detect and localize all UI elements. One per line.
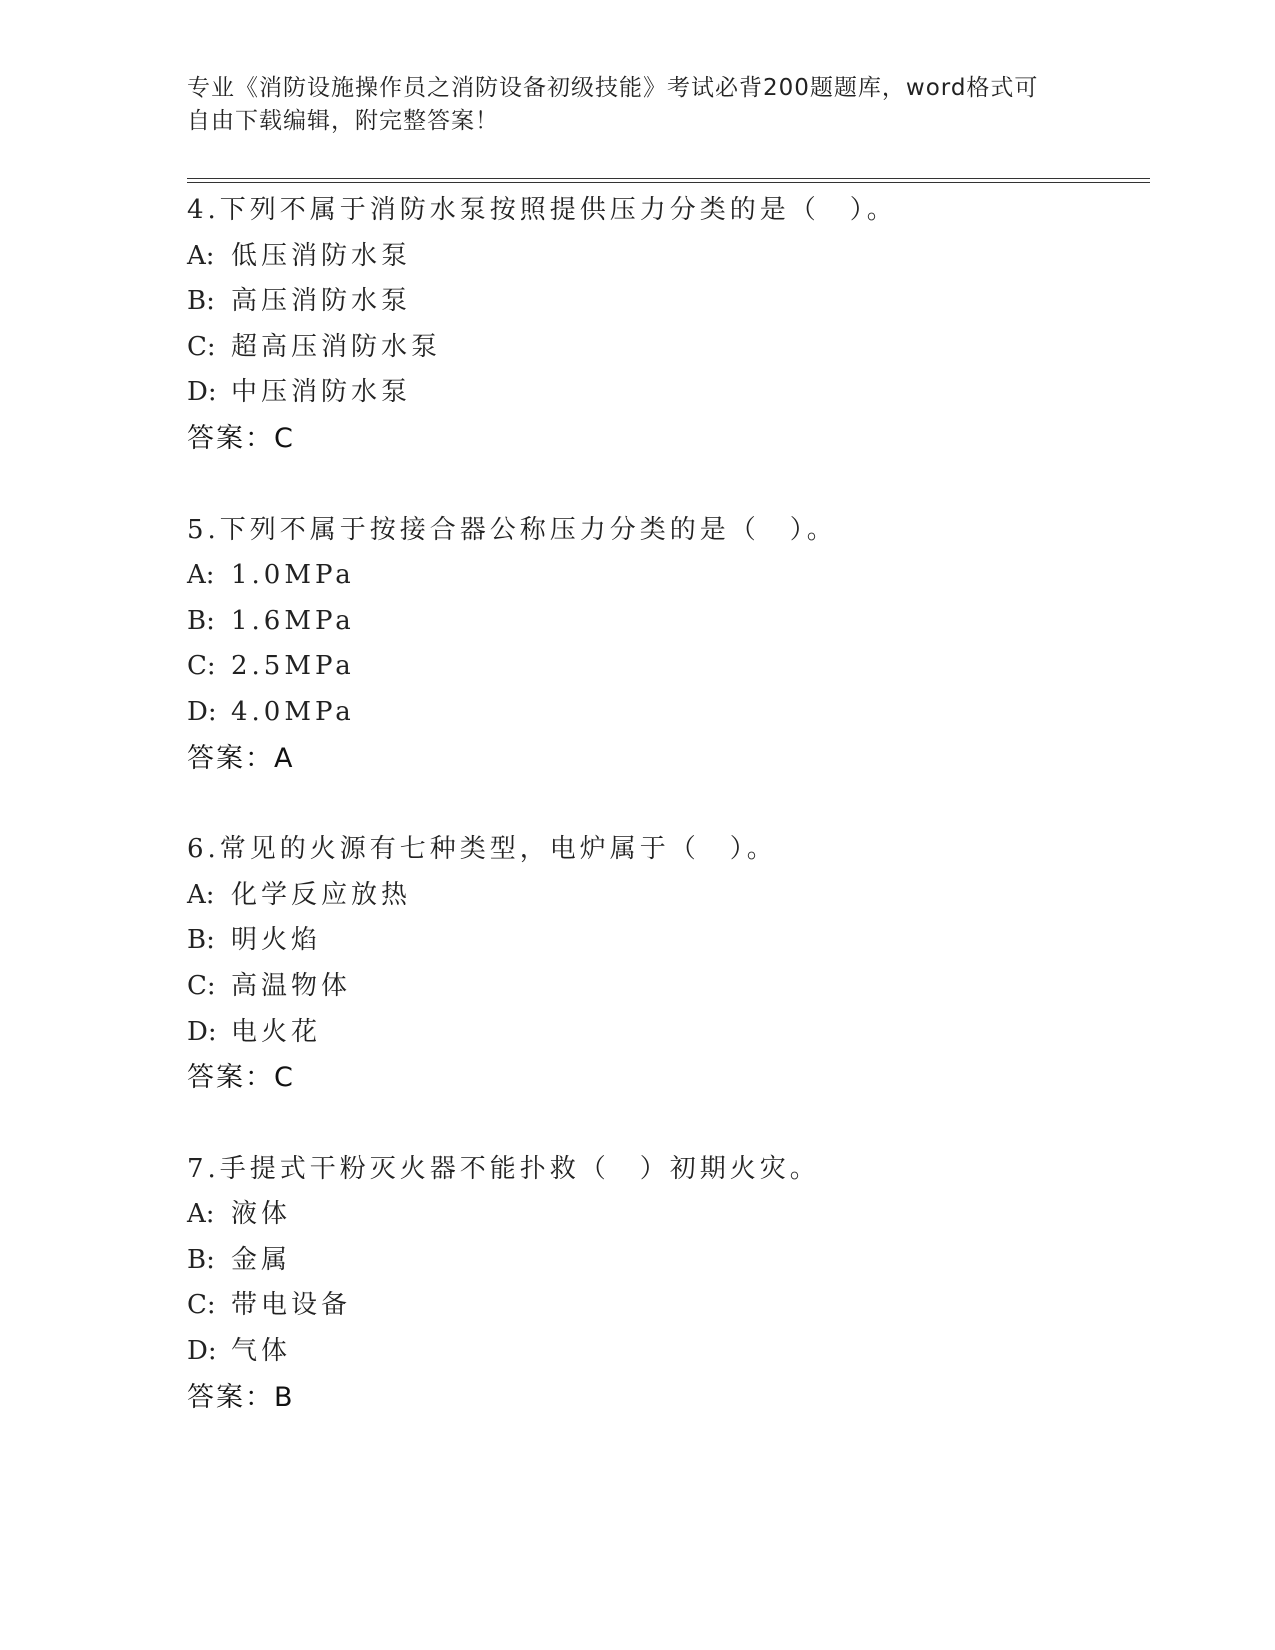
answer-label: 答案： (187, 422, 274, 454)
option-letter: B: (187, 605, 215, 636)
option-text: 4.0MPa (231, 696, 355, 727)
option-b (187, 279, 1147, 325)
option-text: 电火花 (231, 1016, 322, 1047)
question-5 (187, 508, 1147, 782)
question-6 (187, 827, 1147, 1101)
option-text: 超高压消防水泵 (231, 331, 442, 362)
answer-line (187, 416, 1147, 462)
option-text: 明火焰 (231, 925, 322, 956)
option-letter: B: (187, 925, 215, 956)
answer-label: 答案： (187, 1381, 274, 1413)
question-7 (187, 1147, 1147, 1421)
option-text: 高温物体 (231, 970, 352, 1001)
header-line-2: 自由下载编辑，附完整答案！ (187, 108, 499, 134)
option-c (187, 1283, 1147, 1329)
option-letter: C: (187, 651, 216, 682)
header-line-1: 专业《消防设施操作员之消防设备初级技能》考试必背200题题库，word格式可 (187, 75, 1039, 101)
answer-label: 答案： (187, 1062, 274, 1094)
option-letter: C: (187, 1290, 216, 1321)
option-b (187, 599, 1147, 645)
option-d (187, 690, 1147, 736)
answer-value: B (274, 1381, 294, 1413)
option-letter: D: (187, 696, 217, 727)
option-c (187, 644, 1147, 690)
answer-line (187, 1375, 1147, 1421)
option-letter: C: (187, 331, 216, 362)
option-a (187, 1192, 1147, 1238)
option-text: 低压消防水泵 (231, 240, 412, 271)
option-letter: D: (187, 1336, 217, 1367)
option-a (187, 234, 1147, 280)
option-text: 带电设备 (231, 1290, 352, 1321)
answer-line (187, 1055, 1147, 1101)
answer-value: C (274, 422, 294, 454)
question-text: 4.下列不属于消防水泵按照提供压力分类的是（ ）。 (187, 195, 897, 225)
option-letter: A: (187, 879, 215, 910)
option-letter: D: (187, 1016, 217, 1047)
option-letter: A: (187, 560, 215, 591)
option-c (187, 325, 1147, 371)
option-text: 高压消防水泵 (231, 286, 412, 317)
option-text: 化学反应放热 (231, 879, 412, 910)
option-letter: D: (187, 377, 217, 408)
option-text: 中压消防水泵 (231, 377, 412, 408)
option-text: 气体 (231, 1336, 292, 1367)
question-text: 7.手提式干粉灭火器不能扑救（ ）初期火灾。 (187, 1153, 820, 1184)
document-header (187, 72, 1067, 138)
option-text: 金属 (231, 1244, 292, 1275)
option-text: 液体 (231, 1199, 292, 1230)
option-letter: B: (187, 286, 215, 317)
question-list (187, 188, 1147, 1466)
option-b (187, 1238, 1147, 1284)
option-a (187, 873, 1147, 919)
option-b (187, 918, 1147, 964)
answer-value: C (274, 1062, 294, 1094)
option-letter: C: (187, 970, 216, 1001)
question-text: 6.常见的火源有七种类型，电炉属于（ ）。 (187, 834, 777, 865)
answer-line (187, 736, 1147, 782)
question-text: 5.下列不属于按接合器公称压力分类的是（ ）。 (187, 514, 837, 545)
option-text: 1.0MPa (231, 560, 355, 591)
answer-value: A (274, 742, 294, 774)
header-divider-top (187, 178, 1150, 179)
option-letter: A: (187, 240, 215, 271)
header-divider-bottom (187, 182, 1150, 183)
question-4 (187, 188, 1147, 462)
option-d (187, 1010, 1147, 1056)
option-d (187, 1329, 1147, 1375)
option-c (187, 964, 1147, 1010)
answer-label: 答案： (187, 742, 274, 774)
option-letter: B: (187, 1244, 215, 1275)
option-a (187, 553, 1147, 599)
option-text: 2.5MPa (231, 651, 355, 682)
option-letter: A: (187, 1199, 215, 1230)
option-d (187, 370, 1147, 416)
option-text: 1.6MPa (231, 605, 355, 636)
